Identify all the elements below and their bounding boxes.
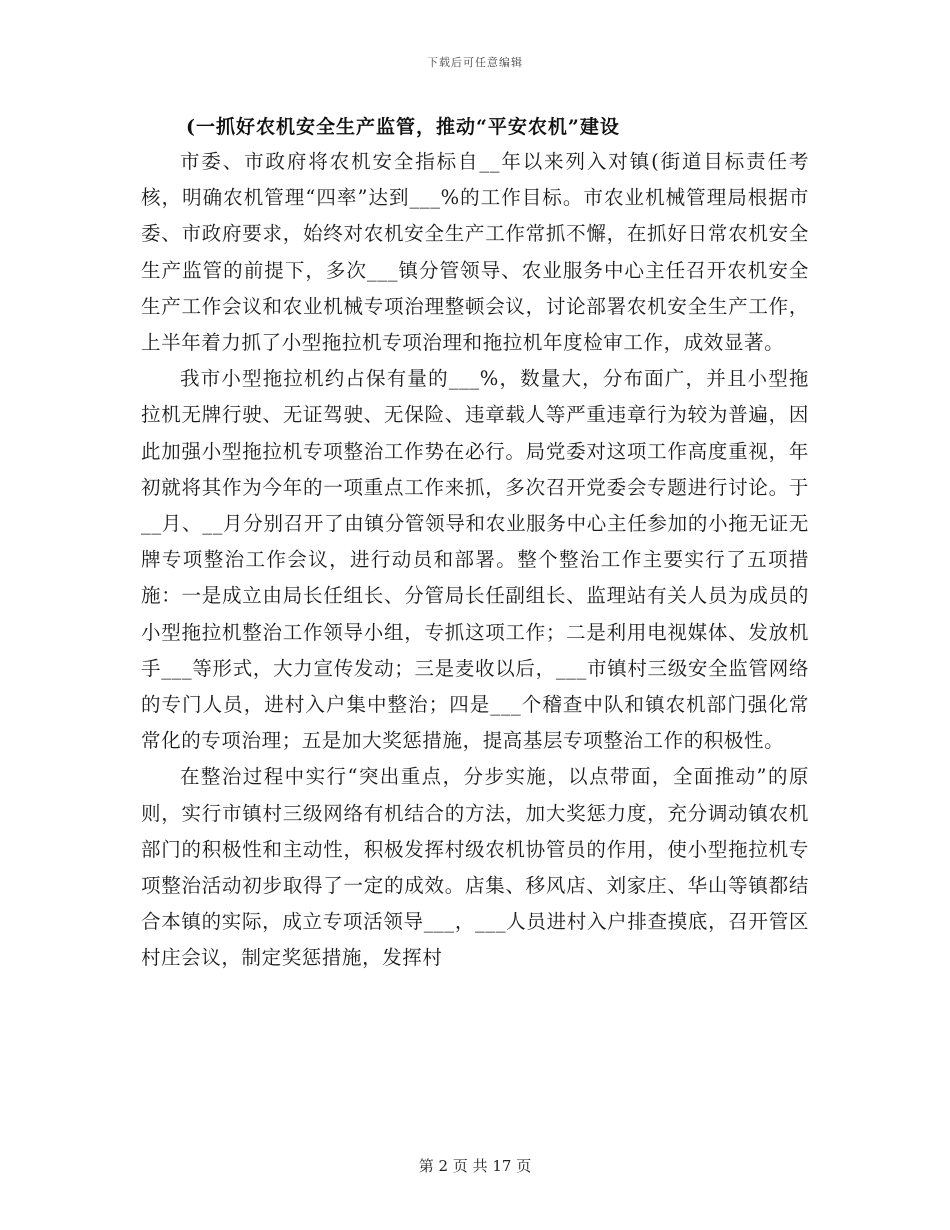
paragraph-3: 在整治过程中实行“突出重点，分步实施，以点带面，全面推动”的原则，实行市镇村三级网络有机结合的方法，加大奖惩力度，充分调动镇农机部门的积极性和主动性，积极发挥村级农机协管员的作用，使小型拖拉机专项整治活动初步取得了一定的成效。店集、移风店、刘家庄、华山等镇都结合本镇的实际，成立专项活领导___，___人员进村入户排查摸底，召开管区村庄会议，制定奖惩措施，发挥村 (141, 765, 809, 970)
paragraph-1: 市委、市政府将农机安全指标自__年以来列入对镇(街道目标责任考核，明确农机管理“四率”达到___%的工作目标。市农业机械管理局根据市委、市政府要求，始终对农机安全生产工作常抓不懈，在抓好日常农机安全生产监管的前提下，多次___镇分管领导、农业服务中心主任召开农机安全生产工作会议和农业机械专项治理整顿会议，讨论部署农机安全生产工作，上半年着力抓了小型拖拉机专项治理和拖拉机年度检审工作，成效显著。 (141, 150, 809, 355)
paragraph-2: 我市小型拖拉机约占保有量的___%，数量大，分布面广，并且小型拖拉机无牌行驶、无证驾驶、无保险、违章载人等严重违章行为较为普遍，因此加强小型拖拉机专项整治工作势在必行。局党委对这项工作高度重视，年初就将其作为今年的一项重点工作来抓，多次召开党委会专题进行讨论。于__月、__月分别召开了由镇分管领导和农业服务中心主任参加的小拖无证无牌专项整治工作会议，进行动员和部署。整个整治工作主要实行了五项措施：一是成立由局长任组长、分管局长任副组长、监理站有关人员为成员的小型拖拉机整治工作领导小组，专抓这项工作；二是利用电视媒体、发放机手___等形式，大力宣传发动；三是麦收以后，___市镇村三级安全监管网络的专门人员，进村入户集中整治；四是___个稽查中队和镇农机部门强化常常化的专项治理；五是加大奖惩措施，提高基层专项整治工作的积极性。 (141, 367, 809, 753)
page-number-footer: 第 2 页 共 17 页 (418, 1157, 532, 1175)
section-heading: (一抓好农机安全生产监管，推动“平安农机”建设 (186, 116, 620, 138)
document-body (141, 110, 809, 977)
header-note: 下载后可任意编辑 (427, 56, 523, 69)
